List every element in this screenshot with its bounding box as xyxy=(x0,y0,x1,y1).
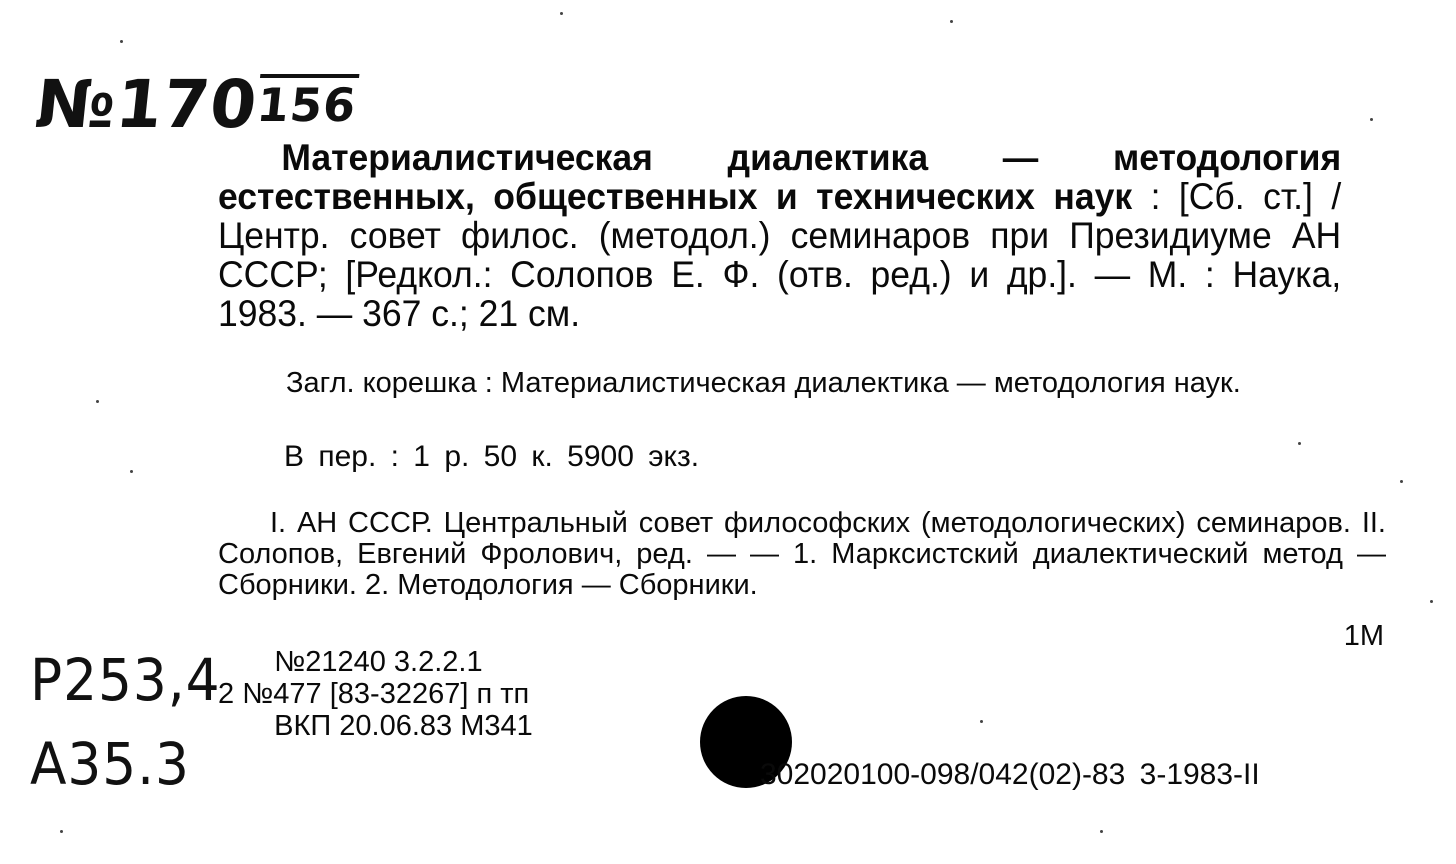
scan-speck xyxy=(1100,830,1103,833)
handwritten-shelf-mark-1: P253,4 xyxy=(30,646,221,714)
tracings-block xyxy=(218,508,1386,601)
price-and-print-run: В пер. : 1 р. 50 к. 5900 экз. xyxy=(284,440,700,473)
accession-fraction: 156 xyxy=(254,78,360,132)
handwritten-accession-number xyxy=(32,66,360,143)
scan-speck xyxy=(130,470,133,473)
code-line-1: №21240 3.2.2.1 xyxy=(258,646,483,678)
scan-speck xyxy=(980,720,983,723)
record-statement: : [Сб. ст.] / Центр. совет филос. (методол.) семинаров при Президиуме АН СССР; [Редкол.: Солопов Е. Ф. (отв. ред.) и др.]. — М. : Наука, 1983. — 367 с.; 21 см. xyxy=(218,176,1342,334)
spine-title-note xyxy=(218,368,1386,399)
code-line-2: 2 №477 [83-32267] п тп xyxy=(218,678,530,710)
classification-code: 302020100-098/042(02)-83 3-1983-II xyxy=(760,758,1260,791)
code-line-3: ВКП 20.06.83 М341 xyxy=(258,710,533,742)
record-title: Материалистическая диалектика — методология естественных, общественных и технических наук xyxy=(218,137,1342,217)
scan-speck xyxy=(1298,442,1301,445)
handwritten-shelf-mark-2: A35.3 xyxy=(30,730,190,798)
scan-speck xyxy=(950,20,953,23)
tracings: I. АН СССР. Центральный совет философских (методологических) семинаров. II. Солопов, Евгений Фролович, ред. — — 1. Марксистский диалектический метод — Сборники. 2. Методология — Сборники. xyxy=(218,507,1386,601)
spine-title: Загл. корешка : Материалистическая диалектика — методология наук. xyxy=(286,367,1241,399)
scan-speck xyxy=(560,12,563,15)
scan-speck xyxy=(96,400,99,403)
scan-speck xyxy=(1430,600,1433,603)
accession-number: №170 xyxy=(31,66,262,143)
scan-speck xyxy=(120,40,123,43)
card-mark: 1М xyxy=(1343,620,1384,652)
scan-speck xyxy=(1370,118,1373,121)
control-codes xyxy=(218,646,533,742)
scan-speck xyxy=(1400,480,1403,483)
scan-speck xyxy=(60,830,63,833)
bibliographic-description xyxy=(218,138,1341,333)
